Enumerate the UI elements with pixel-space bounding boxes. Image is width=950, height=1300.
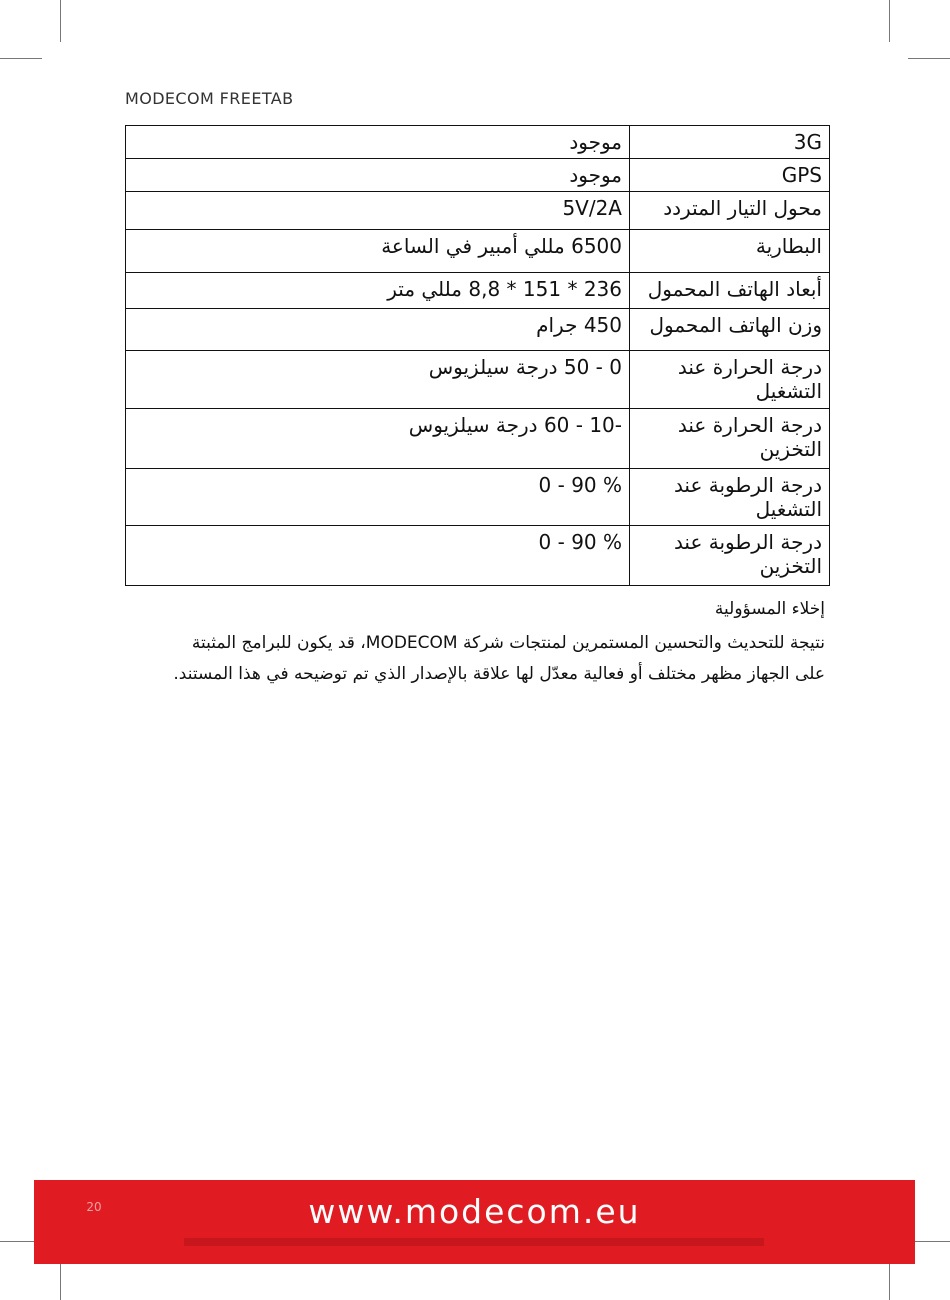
disclaimer-title: إخلاء المسؤولية bbox=[714, 599, 825, 619]
table-row bbox=[126, 469, 830, 526]
spec-value: موجود bbox=[126, 126, 630, 159]
spec-value: 0 - 90 % bbox=[126, 526, 630, 586]
table-row bbox=[126, 230, 830, 273]
website-url: www.modecom.eu bbox=[308, 1192, 641, 1231]
spec-label: درجة الرطوبة عند التشغيل bbox=[630, 469, 830, 526]
footer-decoration bbox=[184, 1238, 764, 1246]
crop-mark-top-left-vertical bbox=[60, 0, 61, 42]
footer-bar bbox=[34, 1180, 915, 1264]
spec-label: وزن الهاتف المحمول bbox=[630, 309, 830, 351]
table-row bbox=[126, 273, 830, 309]
crop-mark-top-right-vertical bbox=[889, 0, 890, 42]
spec-value: 450 جرام bbox=[126, 309, 630, 351]
spec-value: موجود bbox=[126, 159, 630, 192]
spec-label: درجة الرطوبة عند التخزين bbox=[630, 526, 830, 586]
spec-label: محول التيار المتردد bbox=[630, 192, 830, 230]
crop-mark-top-right-horizontal bbox=[908, 58, 950, 59]
table-row bbox=[126, 126, 830, 159]
spec-value: 236 * 151 * 8,8 مللي متر bbox=[126, 273, 630, 309]
table-row bbox=[126, 159, 830, 192]
document-header-title: MODECOM FREETAB bbox=[125, 89, 294, 108]
spec-label: درجة الحرارة عند التشغيل bbox=[630, 351, 830, 409]
crop-mark-top-left-horizontal bbox=[0, 58, 42, 59]
disclaimer-line: على الجهاز مظهر مختلف أو فعالية معدّل لها علاقة بالإصدار الذي تم توضيحه في هذا المستند. bbox=[173, 664, 825, 684]
crop-mark-bottom-right-vertical bbox=[889, 1258, 890, 1300]
crop-mark-bottom-left-vertical bbox=[60, 1258, 61, 1300]
specifications-table bbox=[125, 125, 830, 586]
table-row bbox=[126, 526, 830, 586]
spec-value: 0 - 50 درجة سيلزيوس bbox=[126, 351, 630, 409]
disclaimer-text bbox=[115, 628, 825, 690]
spec-label: 3G bbox=[630, 126, 830, 159]
disclaimer-line: نتيجة للتحديث والتحسين المستمرين لمنتجات شركة MODECOM، قد يكون للبرامج المثبتة bbox=[191, 633, 825, 653]
table-row bbox=[126, 309, 830, 351]
table-row bbox=[126, 351, 830, 409]
table-row bbox=[126, 409, 830, 469]
spec-label: درجة الحرارة عند التخزين bbox=[630, 409, 830, 469]
spec-label: أبعاد الهاتف المحمول bbox=[630, 273, 830, 309]
spec-label: البطارية bbox=[630, 230, 830, 273]
spec-value: 0 - 90 % bbox=[126, 469, 630, 526]
page-number: 20 bbox=[86, 1200, 102, 1214]
spec-value: 5V/2A bbox=[126, 192, 630, 230]
spec-value: 6500 مللي أمبير في الساعة bbox=[126, 230, 630, 273]
spec-value: -10 - 60 درجة سيلزيوس bbox=[126, 409, 630, 469]
spec-label: GPS bbox=[630, 159, 830, 192]
table-row bbox=[126, 192, 830, 230]
